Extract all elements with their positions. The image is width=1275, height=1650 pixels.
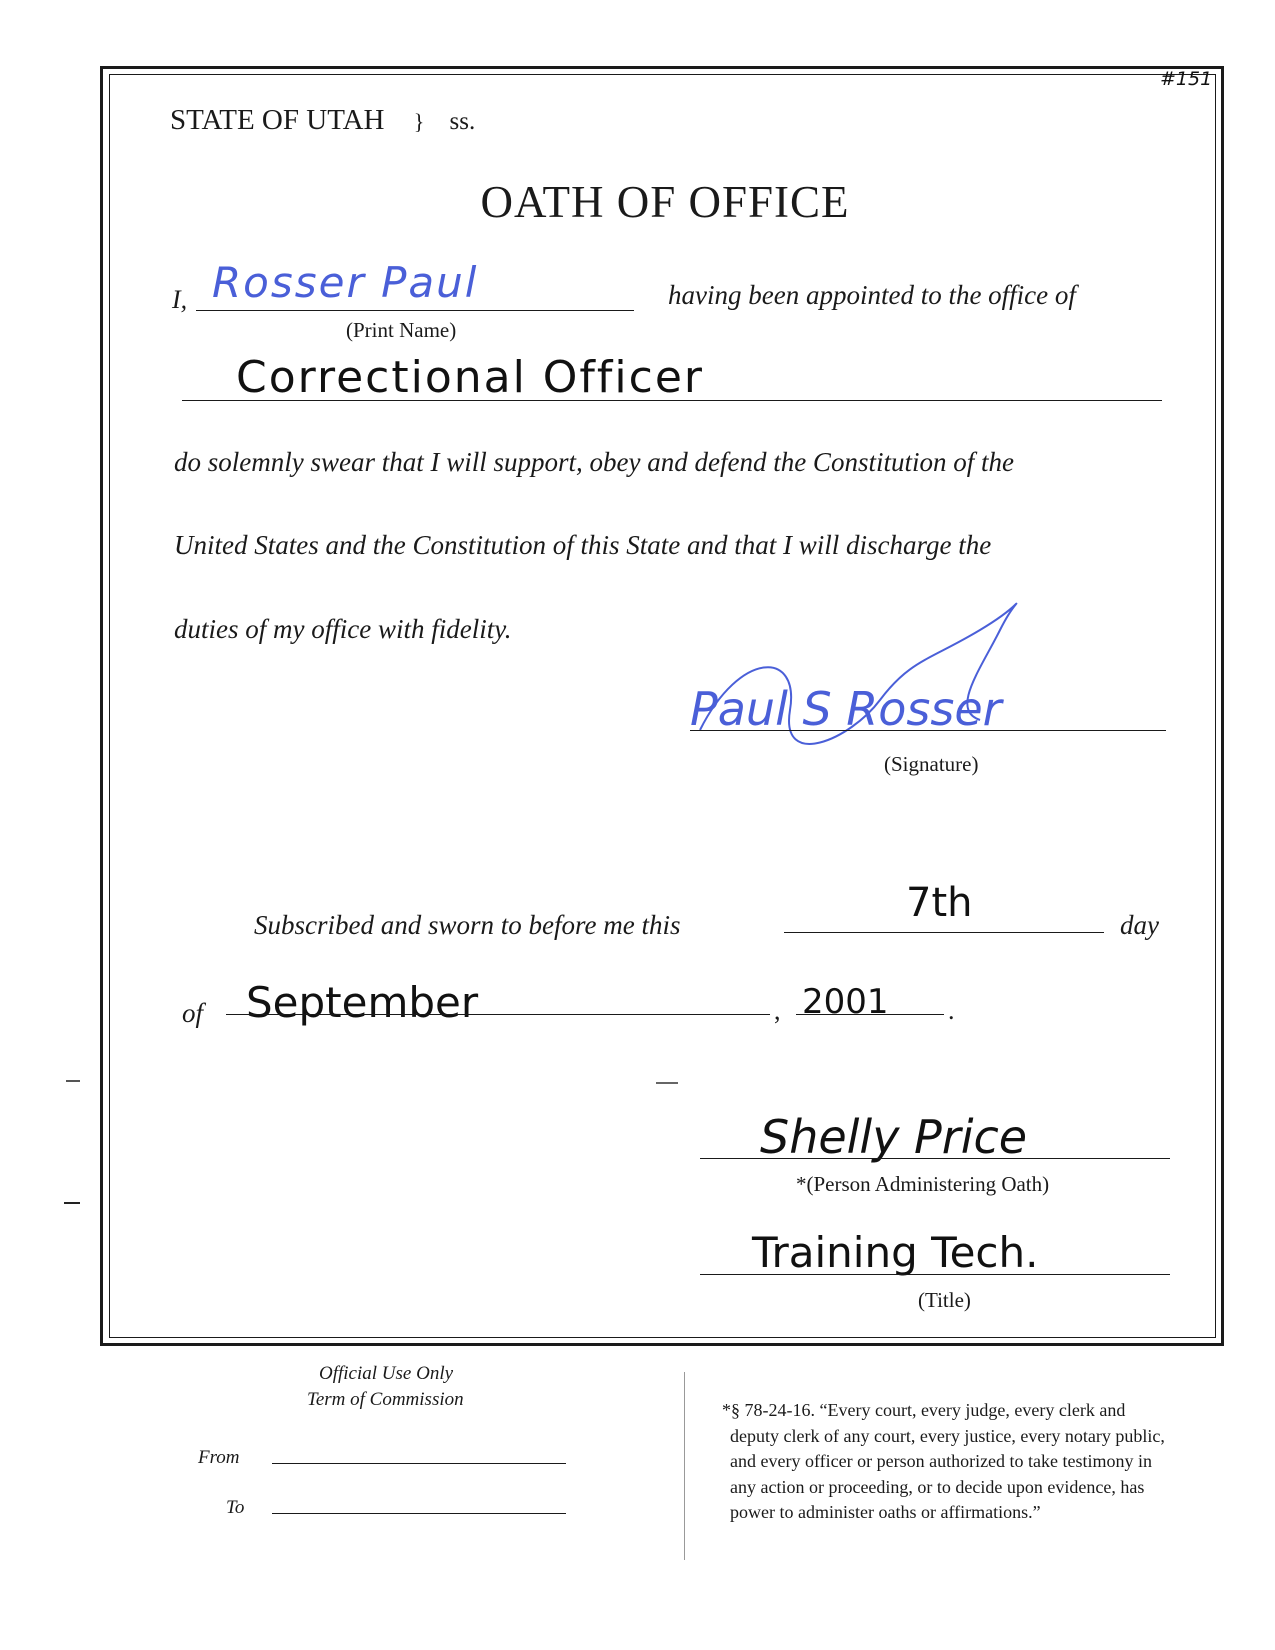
year-value: 2001 <box>802 982 889 1022</box>
bottom-divider <box>684 1372 685 1560</box>
state-label: STATE OF UTAH <box>170 104 385 136</box>
title-line <box>700 1274 1170 1275</box>
print-name-caption: (Print Name) <box>346 318 457 342</box>
signature-line <box>690 730 1166 731</box>
print-name-line <box>196 310 634 311</box>
signature-flourish <box>680 590 1100 760</box>
page-title: OATH OF OFFICE <box>480 177 850 227</box>
subscribed-text: Subscribed and sworn to before me this <box>254 910 681 940</box>
oath-body-line3: duties of my office with fidelity. <box>174 614 512 644</box>
period: . <box>948 996 955 1025</box>
official-use-heading: Official Use Only <box>319 1363 454 1384</box>
office-value: Correctional Officer <box>236 352 704 403</box>
footnote-line: power to administer oaths or affirmations.” <box>730 1502 1041 1522</box>
to-line <box>272 1513 566 1514</box>
title-caption: (Title) <box>918 1288 971 1312</box>
day-word: day <box>1120 910 1159 940</box>
oath-body-line2: United States and the Constitution of this State and that I will discharge the <box>174 530 992 560</box>
year-line <box>796 1014 944 1015</box>
appointed-text: having been appointed to the office of <box>668 280 1076 310</box>
administrator-line <box>700 1158 1170 1159</box>
administrator-caption: *(Person Administering Oath) <box>796 1172 1050 1196</box>
from-line <box>272 1463 566 1464</box>
scan-mark <box>66 1080 80 1082</box>
footnote-line: deputy clerk of any court, every justice, every notary public, <box>730 1425 1165 1446</box>
scan-mark <box>656 1082 678 1084</box>
signature-value: Paul S Rosser <box>690 682 1002 736</box>
document-number: #151 <box>1160 68 1213 90</box>
footnote-line: *§ 78-24-16. “Every court, every judge, every clerk and <box>722 1400 1126 1420</box>
day-line <box>784 932 1104 933</box>
title-value: Training Tech. <box>752 1228 1039 1277</box>
i-prefix: I, <box>172 285 188 314</box>
state-heading <box>170 104 475 137</box>
oath-body-line1: do solemnly swear that I will support, obey and defend the Constitution of the <box>174 447 1014 477</box>
day-value: 7th <box>906 880 973 926</box>
from-label: From <box>198 1447 240 1468</box>
print-name-value: Rosser Paul <box>212 258 479 307</box>
ss-label: ss. <box>449 108 476 135</box>
brace: } <box>413 109 425 134</box>
comma: , <box>774 996 781 1025</box>
signature-caption: (Signature) <box>884 752 979 776</box>
of-word: of <box>182 998 204 1028</box>
office-line <box>182 400 1162 401</box>
to-label: To <box>226 1497 245 1518</box>
statute-footnote <box>722 1398 1165 1526</box>
footnote-line: any action or proceeding, or to decide upon evidence, has <box>730 1476 1145 1497</box>
month-line <box>226 1014 770 1015</box>
month-value: September <box>246 978 479 1027</box>
administrator-signature: Shelly Price <box>760 1110 1028 1164</box>
term-of-commission-heading: Term of Commission <box>307 1389 464 1410</box>
footnote-line: and every officer or person authorized to take testimony in <box>730 1451 1153 1471</box>
scan-mark <box>64 1202 80 1204</box>
